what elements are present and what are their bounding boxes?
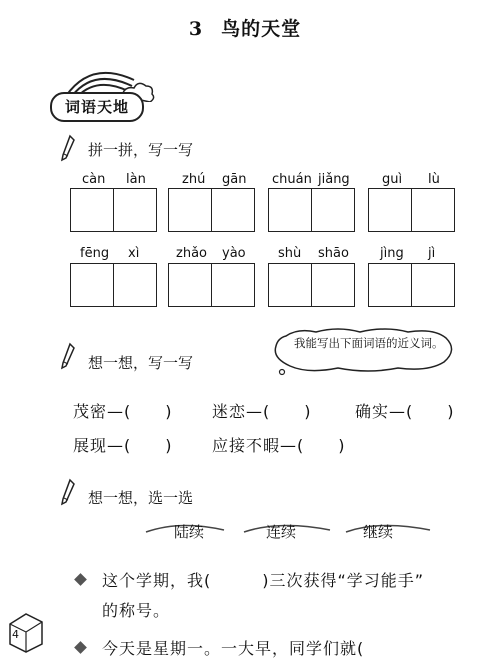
lesson-title — [0, 14, 490, 41]
sentence-2: 今天是星期一。一大早，同学们就( — [102, 639, 433, 658]
writing-cell[interactable] — [168, 188, 212, 232]
section-pinxie-heading: 拼一拼，写一写 — [88, 141, 194, 159]
pinyin: guì — [382, 172, 403, 187]
pinyin: xì — [128, 246, 140, 261]
writing-cell[interactable] — [411, 188, 455, 232]
badge-label: 词语天地 — [50, 92, 144, 122]
option-word: 连续 — [266, 523, 297, 541]
diamond-bullet-icon — [74, 573, 87, 586]
writing-cell[interactable] — [268, 263, 312, 307]
speech-bubble — [268, 328, 458, 372]
pinyin: shāo — [318, 246, 349, 261]
section-header-badge — [46, 62, 156, 122]
pinyin: jì — [428, 246, 436, 261]
sentence-1-line-b: 的称号。 — [102, 601, 171, 620]
writing-cell[interactable] — [70, 263, 114, 307]
cube-page-icon — [4, 610, 44, 654]
page-number: 4 — [12, 628, 19, 641]
writing-cell[interactable] — [113, 263, 157, 307]
writing-cell[interactable] — [311, 263, 355, 307]
synonym-item: 迷恋—( ) — [212, 402, 312, 421]
writing-cell[interactable] — [211, 188, 255, 232]
pinyin: zhú — [182, 172, 206, 187]
section-xiangxuan-heading: 想一想，选一选 — [88, 489, 194, 507]
writing-cell[interactable] — [168, 263, 212, 307]
synonym-item: 茂密—( ) — [73, 402, 173, 421]
pinyin: yào — [222, 246, 246, 261]
writing-cell[interactable] — [368, 263, 412, 307]
section-xiangxie-heading: 想一想，写一写 — [88, 354, 194, 372]
pen-icon — [60, 342, 76, 370]
writing-cell[interactable] — [70, 188, 114, 232]
synonym-item: 应接不暇—( ) — [212, 436, 346, 455]
sentence-1-line-a: 这个学期，我( )三次获得“学习能手” — [102, 571, 425, 590]
pinyin: gān — [222, 172, 247, 187]
writing-cell[interactable] — [211, 263, 255, 307]
pinyin: làn — [126, 172, 146, 187]
synonym-item: 展现—( ) — [73, 436, 173, 455]
lesson-name: 鸟的天堂 — [221, 18, 302, 40]
writing-cell[interactable] — [268, 188, 312, 232]
pinyin: chuán — [272, 172, 312, 187]
writing-cell[interactable] — [368, 188, 412, 232]
writing-cell[interactable] — [411, 263, 455, 307]
pinyin: shù — [278, 246, 302, 261]
pinyin: lù — [428, 172, 440, 187]
pinyin: càn — [82, 172, 106, 187]
writing-cell[interactable] — [311, 188, 355, 232]
option-word: 继续 — [363, 523, 394, 541]
pinyin: zhǎo — [176, 246, 207, 261]
bubble-text: 我能写出下面词语的近义词。 — [294, 336, 444, 350]
synonym-item: 确实—( ) — [355, 402, 455, 421]
diamond-bullet-icon — [74, 641, 87, 654]
pinyin: jìng — [380, 246, 404, 261]
pen-icon — [60, 134, 76, 162]
pinyin: jiǎng — [318, 172, 350, 187]
option-word: 陆续 — [174, 523, 205, 541]
pinyin: fēng — [80, 246, 110, 261]
lesson-number: 3 — [188, 18, 204, 40]
writing-cell[interactable] — [113, 188, 157, 232]
pen-icon — [60, 478, 76, 506]
